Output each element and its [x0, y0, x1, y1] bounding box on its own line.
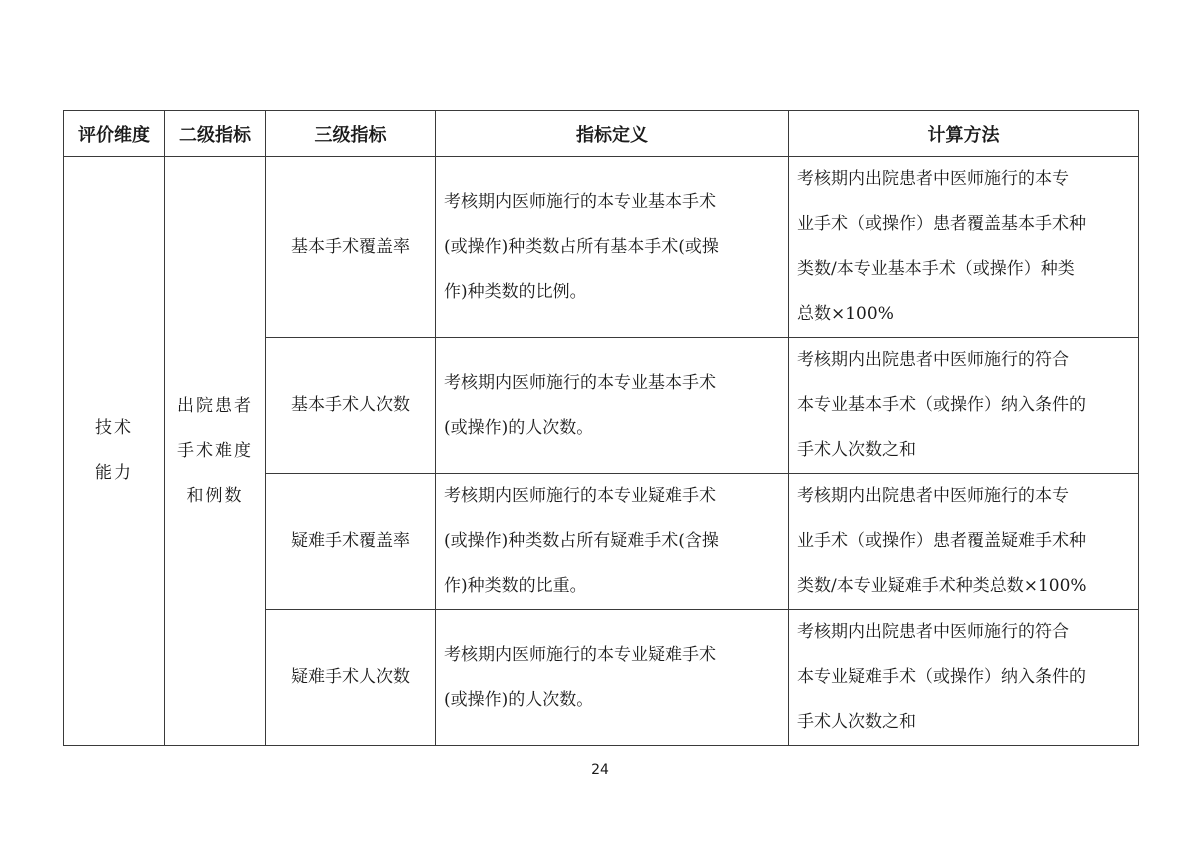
page-number: 24	[591, 762, 609, 778]
header-definition: 指标定义	[436, 111, 789, 157]
definition-line: (或操作)的人次数。	[444, 689, 594, 710]
indicator-cell: 基本手术人次数	[266, 338, 436, 474]
method-cell	[789, 157, 1139, 338]
dimension-cell	[64, 157, 165, 746]
method-line: 类数/本专业基本手术（或操作）种类	[797, 259, 1075, 279]
table-row	[64, 157, 1139, 338]
method-line: 手术人次数之和	[797, 440, 916, 460]
indicator-cell: 疑难手术覆盖率	[266, 474, 436, 610]
header-row	[64, 111, 1139, 157]
indicator-cell: 疑难手术人次数	[266, 610, 436, 746]
method-line: 总数×100%	[797, 304, 894, 324]
definition-line: 作)种类数的比例。	[444, 281, 587, 302]
method-cell	[789, 474, 1139, 610]
definition-cell	[436, 157, 789, 338]
header-tertiary: 三级指标	[266, 111, 436, 157]
method-line: 考核期内出院患者中医师施行的符合	[797, 350, 1069, 370]
definition-line: (或操作)种类数占所有基本手术(或操	[444, 236, 719, 257]
secondary-cell	[165, 157, 266, 746]
indicator-table	[63, 110, 1139, 746]
header-dimension: 评价维度	[64, 111, 165, 157]
definition-line: 考核期内医师施行的本专业基本手术	[444, 191, 716, 212]
method-line: 本专业基本手术（或操作）纳入条件的	[797, 395, 1086, 415]
method-cell	[789, 610, 1139, 746]
dimension-line: 能力	[95, 463, 133, 483]
method-line: 类数/本专业疑难手术种类总数×100%	[797, 576, 1087, 596]
method-line: 手术人次数之和	[797, 712, 916, 732]
definition-line: 作)种类数的比重。	[444, 576, 587, 596]
method-line: 考核期内出院患者中医师施行的符合	[797, 622, 1069, 642]
method-cell	[789, 338, 1139, 474]
method-line: 业手术（或操作）患者覆盖疑难手术种	[797, 531, 1086, 551]
dimension-line: 技术	[95, 418, 133, 438]
method-line: 本专业疑难手术（或操作）纳入条件的	[797, 667, 1086, 687]
definition-line: (或操作)种类数占所有疑难手术(含操	[444, 531, 719, 551]
definition-line: 考核期内医师施行的本专业基本手术	[444, 372, 716, 393]
definition-cell	[436, 474, 789, 610]
definition-line: (或操作)的人次数。	[444, 417, 594, 438]
header-method: 计算方法	[789, 111, 1139, 157]
definition-cell	[436, 338, 789, 474]
method-line: 考核期内出院患者中医师施行的本专	[797, 486, 1069, 506]
indicator-cell: 基本手术覆盖率	[266, 157, 436, 338]
secondary-line: 手术难度	[177, 440, 253, 461]
definition-line: 考核期内医师施行的本专业疑难手术	[444, 486, 716, 506]
secondary-line: 和例数	[186, 485, 244, 506]
method-line: 考核期内出院患者中医师施行的本专	[797, 169, 1069, 189]
header-secondary: 二级指标	[165, 111, 266, 157]
definition-cell	[436, 610, 789, 746]
definition-line: 考核期内医师施行的本专业疑难手术	[444, 644, 716, 665]
secondary-line: 出院患者	[177, 395, 253, 416]
method-line: 业手术（或操作）患者覆盖基本手术种	[797, 214, 1086, 234]
